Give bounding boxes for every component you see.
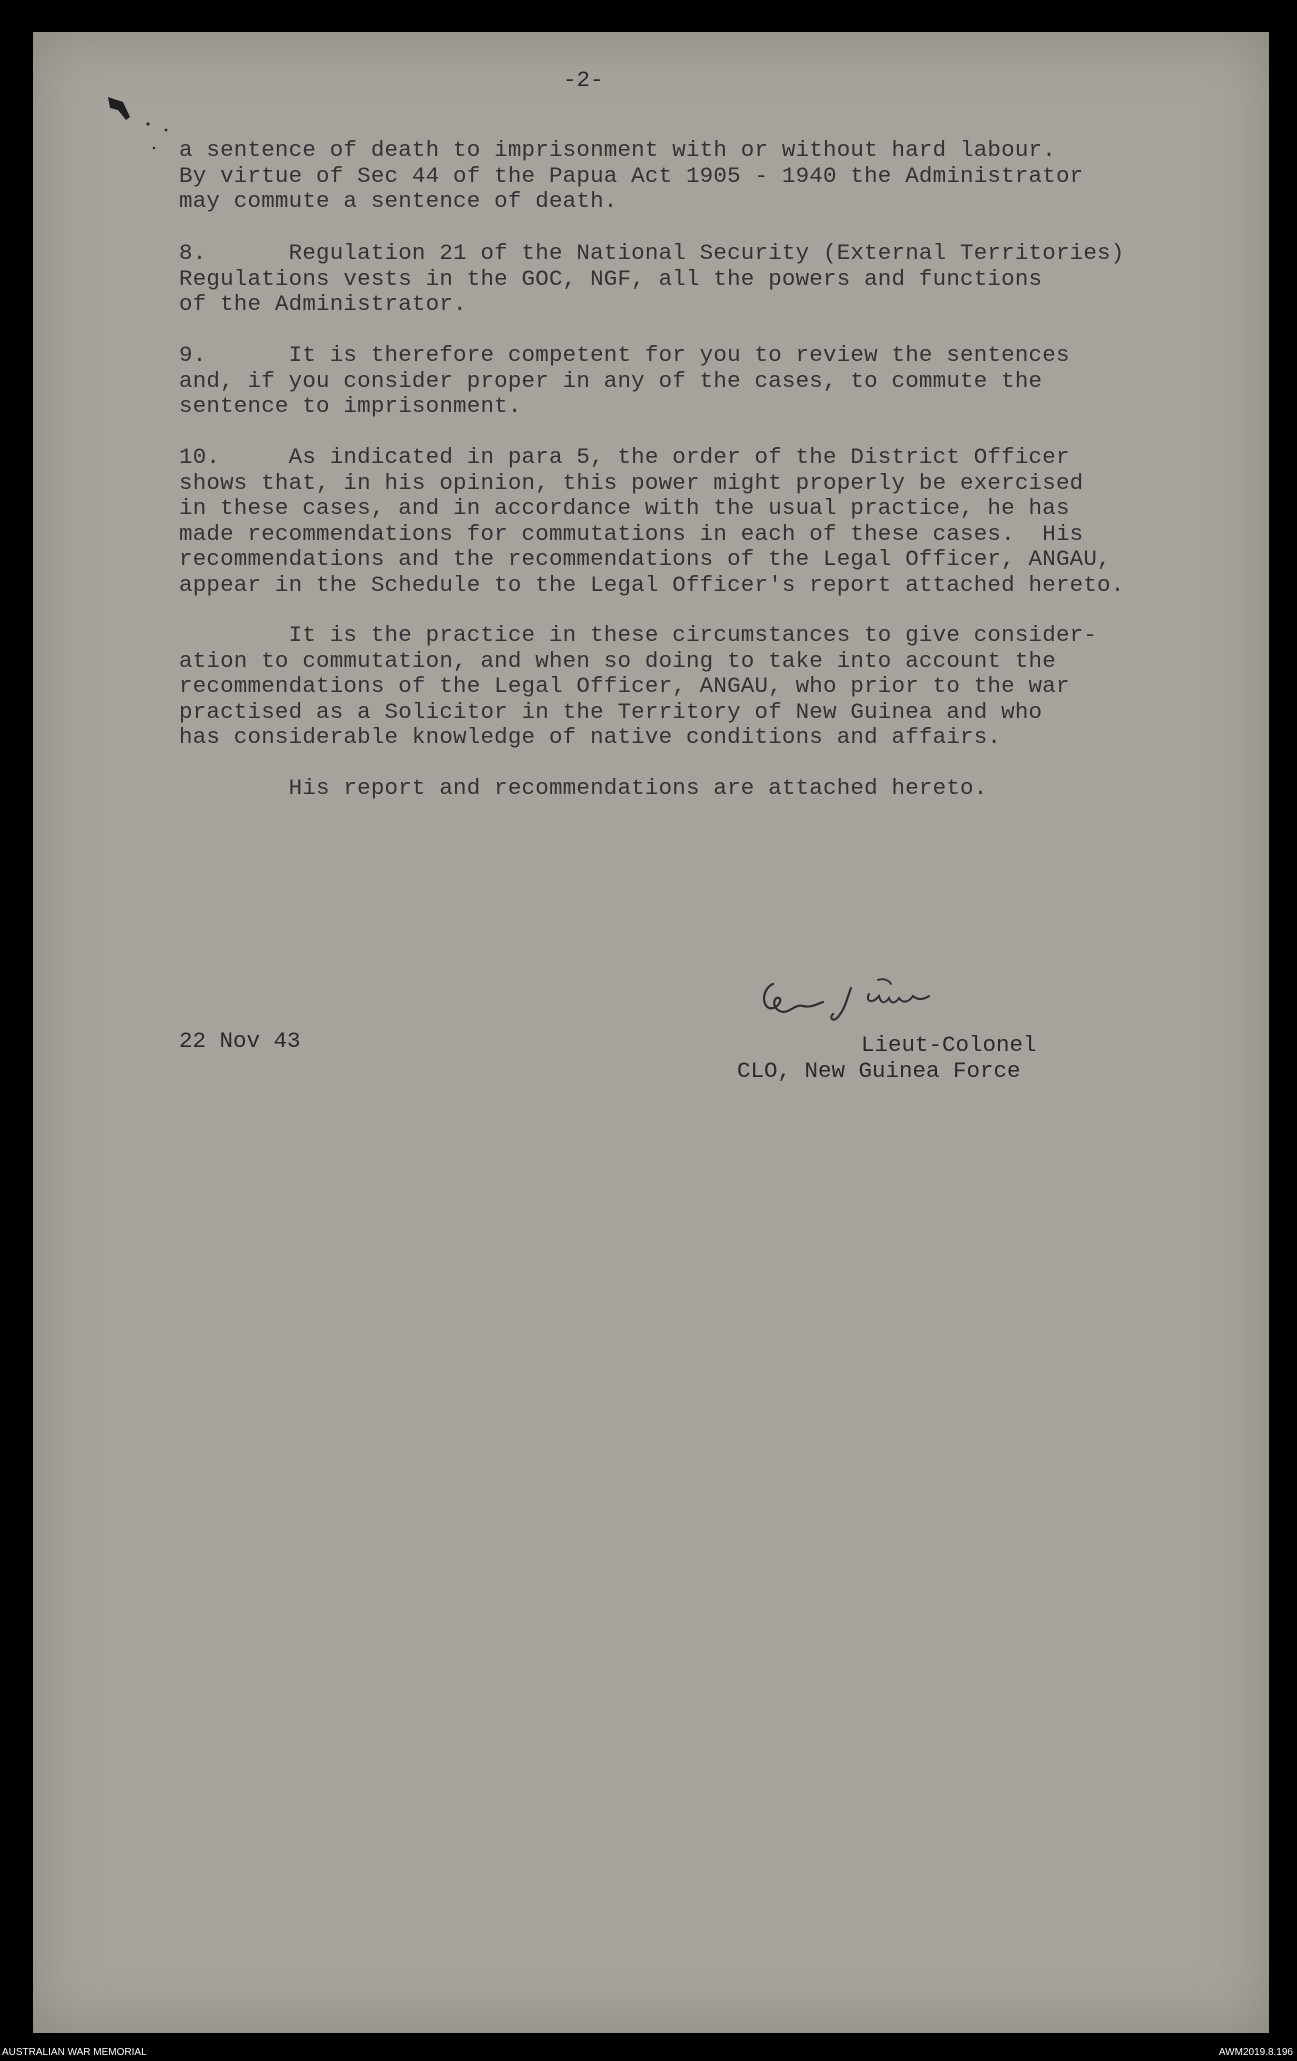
archive-credit: AUSTRALIAN WAR MEMORIAL — [2, 2047, 147, 2058]
text-line: Regulations vests in the GOC, NGF, all the powers and functions — [179, 265, 1043, 292]
ink-mark-icon — [88, 72, 178, 152]
text-line: His report and recommendations are attached hereto. — [179, 775, 988, 801]
page-number: -2- — [563, 67, 604, 93]
text-line: 8. Regulation 21 of the National Security (External Territories) — [179, 240, 1125, 266]
paragraph-9 — [179, 343, 1070, 420]
signatory-rank: Lieut-Colonel — [861, 1032, 1037, 1058]
paragraph-10 — [179, 445, 1124, 598]
paragraph-practice — [179, 623, 1097, 751]
text-line: a sentence of death to imprisonment with or without hard labour. — [179, 137, 1056, 163]
text-line: shows that, in his opinion, this power might properly be exercised — [179, 469, 1084, 496]
text-line: may commute a sentence of death. — [179, 188, 618, 214]
text-line: It is the practice in these circumstances to give consider- — [179, 622, 1098, 648]
text-line: of the Administrator. — [179, 291, 467, 317]
text-line: recommendations of the Legal Officer, ANGAU, who prior to the war — [179, 673, 1070, 699]
text-line: appear in the Schedule to the Legal Officer's report attached hereto. — [179, 571, 1125, 598]
text-line: and, if you consider proper in any of the cases, to commute the — [179, 367, 1043, 394]
document-date: 22 Nov 43 — [179, 1028, 301, 1054]
text-line: has considerable knowledge of native conditions and affairs. — [179, 724, 1002, 750]
text-line: By virtue of Sec 44 of the Papua Act 1905 - 1940 the Administrator — [179, 162, 1084, 189]
text-line: recommendations and the recommendations of the Legal Officer, ANGAU, — [179, 546, 1111, 572]
text-line: ation to commutation, and when so doing to take into account the — [179, 647, 1056, 674]
document-page — [33, 32, 1269, 2033]
paragraph-8 — [179, 241, 1124, 318]
text-line: 10. As indicated in para 5, the order of the District Officer — [179, 444, 1070, 470]
handwritten-signature — [733, 974, 993, 1024]
text-line: sentence to imprisonment. — [179, 393, 522, 419]
text-line: in these cases, and in accordance with the usual practice, he has — [179, 495, 1070, 521]
signatory-unit: CLO, New Guinea Force — [737, 1058, 1021, 1084]
archive-reference: AWM2019.8.196 — [1218, 2047, 1293, 2058]
text-line: made recommendations for commutations in each of these cases. His — [179, 520, 1084, 547]
text-line: practised as a Solicitor in the Territory of New Guinea and who — [179, 698, 1043, 725]
text-line: 9. It is therefore competent for you to review the sentences — [179, 342, 1070, 368]
paragraph-report — [179, 776, 987, 802]
paragraph-continuation — [179, 138, 1083, 215]
